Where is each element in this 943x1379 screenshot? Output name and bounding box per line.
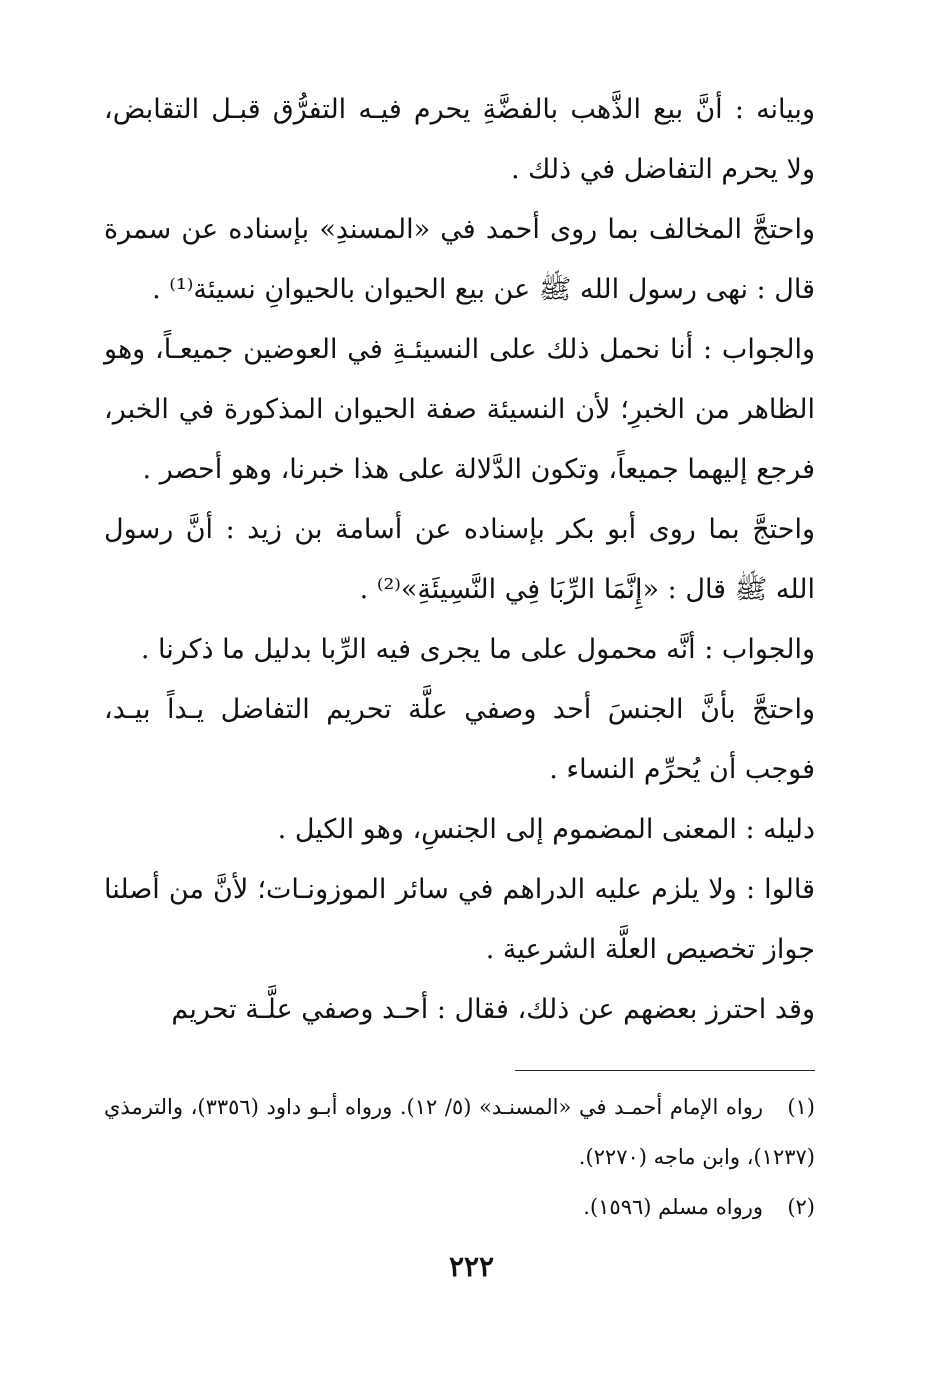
footnote-1: [104, 1082, 815, 1182]
paragraph-1: وبيانه : أنَّ بيع الذَّهب بالفضَّةِ يحرم فيـه التفرُّق قبـل التقابض، ولا يحرم التفاضل في ذلك .: [104, 94, 815, 185]
paragraph-7: دليله : المعنى المضموم إلى الجنسِ، وهو الكيل .: [277, 814, 815, 845]
main-text: [104, 80, 815, 1040]
footnote-2: [104, 1182, 815, 1232]
footnote-number: (١): [787, 1095, 815, 1119]
paragraph-2: واحتجَّ المخالف بما روى أحمد في «المسندِ» بإسناده عن سمرة قال : نهى رسول الله ﷺ عن بيع الحيوان بالحيوانِ نسيئة⁽¹⁾ .: [104, 214, 815, 305]
paragraph-6: واحتجَّ بأنَّ الجنسَ أحد وصفي علَّة تحريم التفاضل يـداً بيـد، فوجب أن يُحرِّم النساء .: [104, 694, 815, 785]
paragraph-3: والجواب : أنا نحمل ذلك على النسيئـةِ في العوضين جميعـاً، وهو الظاهر من الخبرِ؛ لأن النسيئة صفة الحيوان المذكورة في الخبر، فرجع إليهما جميعاً، وتكون الدَّلالة على هذا خبرنا، وهو أحصر .: [104, 334, 815, 485]
paragraph-4: واحتجَّ بما روى أبو بكر بإسناده عن أسامة بن زيد : أنَّ رسول الله ﷺ قال : «إِنَّمَا الرِّبَا فِي النَّسِيئَةِ»⁽²⁾ .: [104, 514, 815, 605]
footnote-text: رواه الإمام أحمـد في «المسنـد» (٥/ ١٢). ورواه أبـو داود (٣٣٥٦)، والترمذي (١٢٣٧)، وابن ماجه (٢٢٧٠).: [104, 1095, 815, 1169]
paragraph-8: قالوا : ولا يلزم عليه الدراهم في سائر الموزونـات؛ لأنَّ من أصلنا جواز تخصيص العلَّة الشرعية .: [104, 874, 815, 965]
paragraph-9: وقد احترز بعضهم عن ذلك، فقال : أحـد وصفي علَّـة تحريم: [171, 994, 815, 1025]
page-number: ٢٢٢: [448, 1250, 495, 1283]
footnote-text: ورواه مسلم (١٥٩٦).: [583, 1195, 763, 1219]
footnote-separator: [515, 1070, 815, 1071]
paragraph-5: والجواب : أنَّه محمول على ما يجرى فيه الرِّبا بدليل ما ذكرنا .: [140, 634, 815, 665]
footnote-number: (٢): [787, 1195, 815, 1219]
footnotes: [104, 1082, 815, 1232]
